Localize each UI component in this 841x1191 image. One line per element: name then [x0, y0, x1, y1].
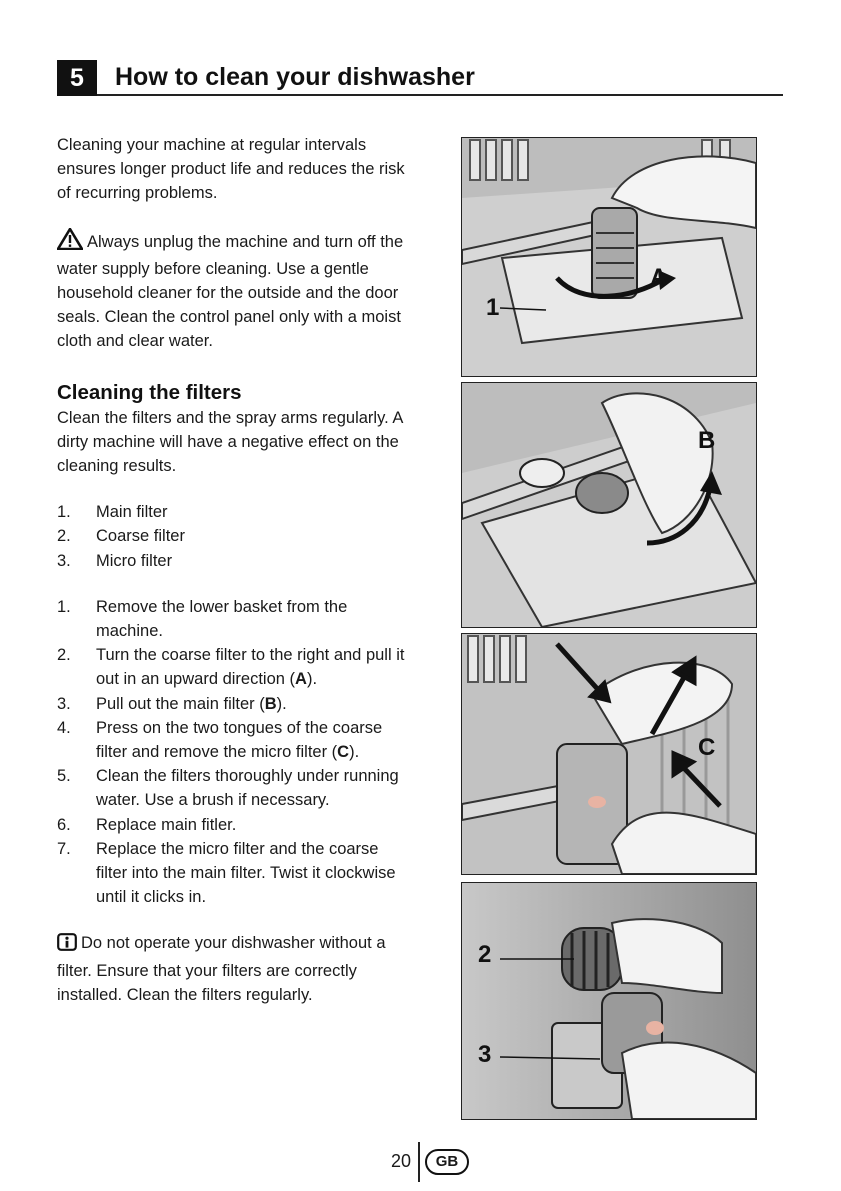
list-item: 2. Turn the coarse filter to the right and pull it out in an upward direction (A). [57, 646, 405, 689]
info-text: Do not operate your dishwasher without a filter. Ensure that your filters are correctly installed. Clean the filters regularly. [57, 934, 386, 1004]
list-item: 2. Coarse filter [57, 527, 185, 546]
list-item: 5. Clean the filters thoroughly under running water. Use a brush if necessary. [57, 767, 399, 810]
label-b: B [698, 427, 716, 454]
page-title: How to clean your dishwasher [115, 63, 475, 91]
list-item: 1. Remove the lower basket from the machine. [57, 597, 348, 641]
text-column [57, 133, 407, 1007]
info-note [57, 931, 407, 1007]
header-rule [97, 94, 783, 96]
figure-pull-main-filter [461, 382, 757, 628]
cleaning-steps [57, 595, 407, 910]
list-item: 1. Main filter [57, 503, 168, 522]
list-item: 3. Pull out the main filter (B). [57, 694, 287, 713]
info-icon [57, 933, 77, 958]
footer-divider [418, 1142, 420, 1182]
filters-heading: Cleaning the filters [57, 380, 242, 404]
warning-text: Always unplug the machine and turn off the water supply before cleaning. Use a gentle household cleaner for the outside and the door seals. Clean the control panel only with a moist cloth and clear water. [57, 232, 404, 351]
label-a: A [650, 264, 668, 291]
label-c: C [698, 734, 716, 761]
filters-text: Clean the filters and the spray arms regularly. A dirty machine will have a negative effect on the cleaning results. [57, 408, 403, 476]
page-number: 20 [391, 1151, 412, 1171]
figure-filter-parts [461, 882, 757, 1120]
figure-remove-coarse-filter [461, 137, 757, 377]
list-item: 6. Replace main fitler. [57, 815, 237, 834]
list-item: 3. Micro filter [57, 551, 173, 570]
warning-triangle-icon [57, 228, 83, 257]
list-item: 4. Press on the two tongues of the coarse filter and remove the micro filter (C). [57, 718, 383, 762]
filter-list [57, 500, 407, 573]
intro-text: Cleaning your machine at regular intervals ensures longer product life and reduces the risk of recurring problems. [57, 136, 405, 203]
label-3: 3 [478, 1041, 492, 1068]
warning-note [57, 228, 407, 354]
language-badge: GB [425, 1149, 469, 1175]
label-2: 2 [478, 941, 492, 968]
page-footer [0, 1148, 841, 1178]
figure-remove-micro-filter [461, 633, 757, 875]
list-item: 7. Replace the micro filter and the coarse filter into the main filter. Twist it clockwise until it clicks in. [57, 839, 396, 907]
section-header [57, 60, 783, 96]
label-1: 1 [486, 294, 500, 321]
section-number: 5 [57, 60, 97, 96]
